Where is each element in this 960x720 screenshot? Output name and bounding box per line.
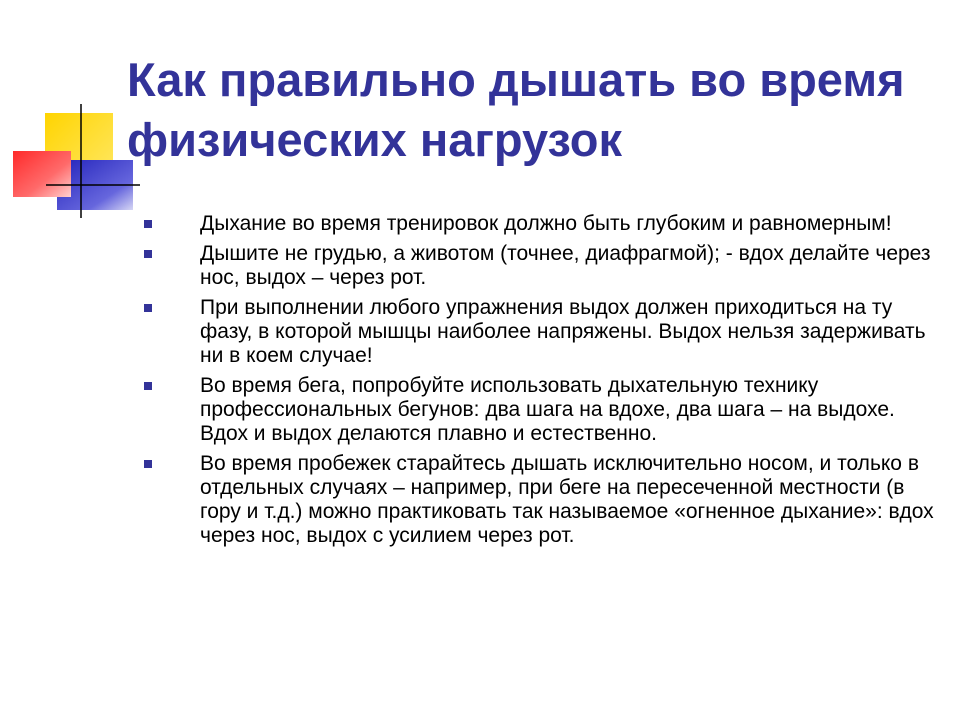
bullet-list: [144, 212, 944, 554]
decorative-squares-graphic: [0, 0, 140, 220]
list-item: [144, 452, 944, 548]
slide-title: Как правильно дышать во время физических нагрузок: [127, 53, 905, 166]
bullet-square-icon: [144, 304, 152, 312]
bullet-text: Во время бега, попробуйте использовать дыхательную технику профессиональных бегунов: два шага на вдохе, два шага – на выдохе. Вдох и выдох делаются плавно и естественно.: [200, 374, 895, 445]
deco-red-square: [13, 151, 71, 197]
bullet-square-icon: [144, 382, 152, 390]
list-item: [144, 212, 944, 236]
list-item: [144, 242, 944, 290]
bullet-square-icon: [144, 250, 152, 258]
bullet-square-icon: [144, 460, 152, 468]
bullet-text: Дышите не грудью, а животом (точнее, диафрагмой); - вдох делайте через нос, выдох – через рот.: [200, 242, 931, 289]
bullet-text: Во время пробежек старайтесь дышать исключительно носом, и только в отдельных случаях – например, при беге на пересеченной местности (в гору и т.д.) можно практиковать так называемое «огненное дыхание»: вдох через нос, выдох с усилием через рот.: [200, 452, 934, 547]
list-item: [144, 374, 944, 446]
bullet-text: При выполнении любого упражнения выдох должен приходиться на ту фазу, в которой мышцы наиболее напряжены. Выдох нельзя задерживать ни в коем случае!: [200, 296, 926, 367]
list-item: [144, 296, 944, 368]
bullet-text: Дыхание во время тренировок должно быть глубоким и равномерным!: [200, 212, 892, 235]
bullet-square-icon: [144, 220, 152, 228]
